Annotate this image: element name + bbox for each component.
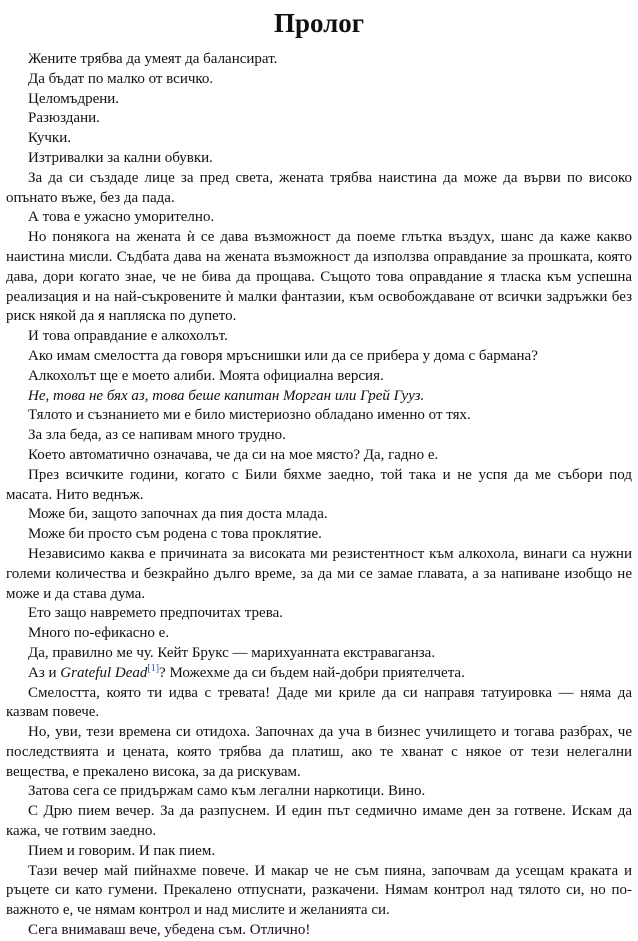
paragraph: За да си създаде лице за пред света, жената трябва наистина да може да върви по високо опънато въже, без да пада. [6, 169, 632, 206]
paragraph-text: Аз и [28, 664, 61, 681]
paragraph: Да бъдат по малко от всичко. [28, 70, 214, 87]
paragraph: И това оправдание е алкохолът. [28, 328, 228, 345]
paragraph: През всичките години, когато с Били бяхме заедно, той така и не успя да ме събори под масата. Нито веднъж. [6, 466, 632, 503]
paragraph: А това е ужасно уморително. [28, 209, 215, 226]
paragraph: Да, правилно ме чу. Кейт Брукс — марихуанната екстраваганза. [28, 644, 436, 661]
paragraph-text: ? Можехме да си бъдем най-добри приятелчета. [159, 664, 465, 681]
paragraph: Целомъдрени. [28, 90, 120, 107]
paragraph: Ето защо навремето предпочитах трева. [28, 605, 283, 622]
paragraph-grateful-dead [6, 664, 632, 684]
paragraph: Тялото и съзнанието ми е било мистериозно обладано именно от тях. [28, 407, 471, 424]
paragraph: Пием и говорим. И пак пием. [28, 842, 216, 859]
band-name: Grateful Dead [60, 664, 148, 681]
paragraph: Алкохолът ще е моето алиби. Моята официална версия. [28, 367, 384, 384]
paragraph: Тази вечер май пийнахме повече. И макар че не съм пияна, започвам да усещам краката и ръцете си като гумени. Прекалено отпуснати, разкачени. Нямам контрол над тялото си, но по-важното е, че нямам контрол и над мислите и желанията си. [6, 862, 632, 919]
paragraph: Сега внимаваш вече, убедена съм. Отлично! [28, 922, 311, 939]
paragraph: Много по-ефикасно е. [28, 625, 170, 642]
paragraph: Но понякога на жената ѝ се дава възможност да поеме глътка въздух, шанс да каже какво наистина мисли. Съдбата дава на жената възможност да използва оправдание за прошката, която дава, дори когато знае, че не бива да прощава. Същото това оправдание я тласка към успешна реализация и на най-съкровените ѝ малки фантазии, към освобождаване от всички задръжки без риск някой да я напляска по дупето. [6, 229, 632, 325]
paragraph: Изтривалки за кални обувки. [28, 149, 213, 166]
paragraph: Смелостта, която ти идва с тревата! Даде ми криле да си направя татуировка — няма да казвам повече. [6, 684, 632, 721]
paragraph: Което автоматично означава, че да си на мое място? Да, гадно е. [28, 446, 439, 463]
paragraph: Затова сега се придържам само към легални наркотици. Вино. [28, 783, 426, 800]
paragraph: Независимо каква е причината за високата ми резистентност към алкохола, винаги са нужни големи количества и безкрайно дълго време, за да ми се замае главата, а за напиване изобщо не може и да става дума. [6, 545, 632, 602]
paragraph: С Дрю пием вечер. За да разпуснем. И един път седмично имаме ден за готвене. Искам да кажа, че готвим заедно. [6, 803, 632, 840]
paragraph: Може би просто съм родена с това проклятие. [28, 526, 322, 543]
paragraph: Разюздани. [28, 110, 100, 127]
paragraph: Може би, защото започнах да пия доста млада. [28, 506, 328, 523]
chapter-body [6, 50, 632, 941]
paragraph: За зла беда, аз се напивам много трудно. [28, 427, 286, 444]
paragraph: Жените трябва да умеят да балансират. [28, 51, 278, 67]
paragraph: Но, уви, тези времена си отидоха. Започнах да уча в бизнес училището и тогава разбрах, че последствията и цената, която трябва да платиш, ако те хванат с някое от тези нелегални вещества, е прекалено висока, за да рискувам. [6, 724, 632, 780]
italic-paragraph: Не, това не бях аз, това беше капитан Морган или Грей Гууз. [28, 387, 425, 404]
chapter-title: Пролог [273, 8, 365, 38]
paragraph: Кучки. [28, 130, 71, 147]
paragraph: Ако имам смелостта да говоря мръснишки или да се прибера у дома с бармана? [28, 347, 538, 364]
footnote-link[interactable]: [1] [147, 662, 160, 674]
